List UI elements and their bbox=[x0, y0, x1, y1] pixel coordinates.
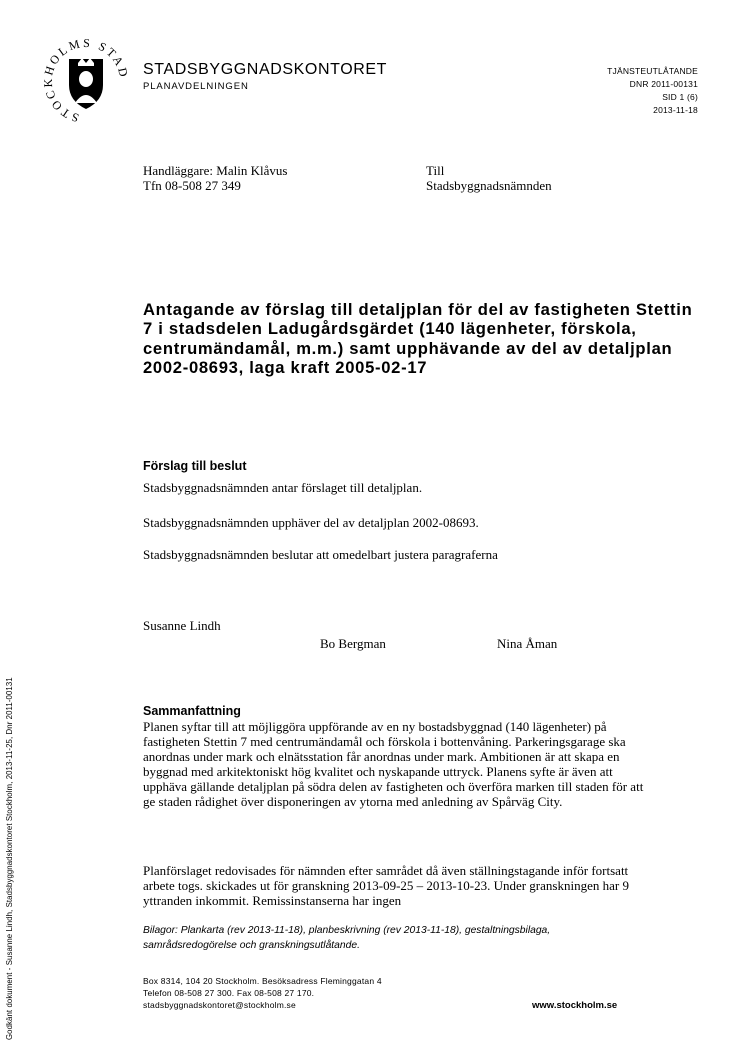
department-name: PLANAVDELNINGEN bbox=[143, 81, 249, 92]
signature-name: Susanne Lindh bbox=[143, 618, 221, 633]
proposal-item: Stadsbyggnadsnämnden antar förslaget till detaljplan. bbox=[143, 480, 423, 495]
recipient-label: Till bbox=[426, 163, 445, 178]
footer-address: Box 8314, 104 20 Stockholm. Besöksadress Fleminggatan 4 bbox=[143, 976, 382, 986]
document-date: 2013-11-18 bbox=[653, 105, 698, 115]
footer-email: stadsbyggnadskontoret@stockholm.se bbox=[143, 1000, 296, 1010]
signature-name: Bo Bergman bbox=[320, 636, 386, 651]
proposal-item: Stadsbyggnadsnämnden upphäver del av detaljplan 2002-08693. bbox=[143, 515, 479, 530]
proposal-heading: Förslag till beslut bbox=[143, 459, 247, 473]
logo-ring-text: STOCKHOLMS STAD bbox=[40, 35, 132, 126]
summary-paragraph: Planen syftar till att möjliggöra uppförande av en ny bostadsbyggnad (140 lägenheter) på fastigheten Stettin 7 med centrumändamål och förskola i bottenvåning. Parkeringsgarage ska anordnas under mark och elnätsstation får anordnas under mark. Ambitionen är att skapa en byggnad med arkitektoniskt hög kvalitet och nyskapande uttryck. Planens syfte är även att upphäva gällande detaljplan på södra delen av fastigheten och överföra marken till staden för att ge staden rådighet över disponeringen av ytorna med anledning av Spårväg City. bbox=[143, 719, 644, 810]
document-number: DNR 2011-00131 bbox=[629, 79, 698, 89]
page-number: SID 1 (6) bbox=[662, 92, 698, 102]
signature-name: Nina Åman bbox=[497, 636, 558, 651]
document-type: TJÄNSTEUTLÅTANDE bbox=[607, 66, 698, 76]
document-title: Antagande av förslag till detaljplan för del av fastigheten Stettin 7 i stadsdelen Ladugårdsgärdet (140 lägenheter, förskola, centrumändamål, m.m.) samt upphävande av del av detaljplan 2002-08693, laga kraft 2005-02-17 bbox=[143, 300, 693, 377]
organization-name: STADSBYGGNADSKONTORET bbox=[143, 61, 388, 78]
handler-name: Handläggare: Malin Klåvus bbox=[143, 163, 288, 178]
footer-phone: Telefon 08-508 27 300. Fax 08-508 27 170. bbox=[143, 988, 315, 998]
proposal-item: Stadsbyggnadsnämnden beslutar att omedelbart justera paragraferna bbox=[143, 547, 498, 562]
approval-side-note: Godkänt dokument - Susanne Lindh, Stadsbyggnadskontoret Stockholm, 2013-11-25, Dnr 2011-00131 bbox=[5, 677, 14, 1040]
handler-phone: Tfn 08-508 27 349 bbox=[143, 178, 241, 193]
summary-heading: Sammanfattning bbox=[143, 704, 241, 718]
footer-website: www.stockholm.se bbox=[532, 1000, 618, 1011]
attachments-list: Bilagor: Plankarta (rev 2013-11-18), planbeskrivning (rev 2013-11-18), gestaltningsbilaga, samrådsredogörelse och granskningsutlåtande. bbox=[143, 925, 551, 951]
recipient-name: Stadsbyggnadsnämnden bbox=[426, 178, 552, 193]
stockholm-stad-logo-icon bbox=[38, 33, 134, 129]
summary-paragraph: Planförslaget redovisades för nämnden efter samrådet då även ställningstagande inför fortsatt arbete togs. skickades ut för granskning 2013-09-25 – 2013-10-23. Under granskningen har 9 yttranden inkommit. Remissinstanserna har ingen bbox=[143, 863, 629, 909]
